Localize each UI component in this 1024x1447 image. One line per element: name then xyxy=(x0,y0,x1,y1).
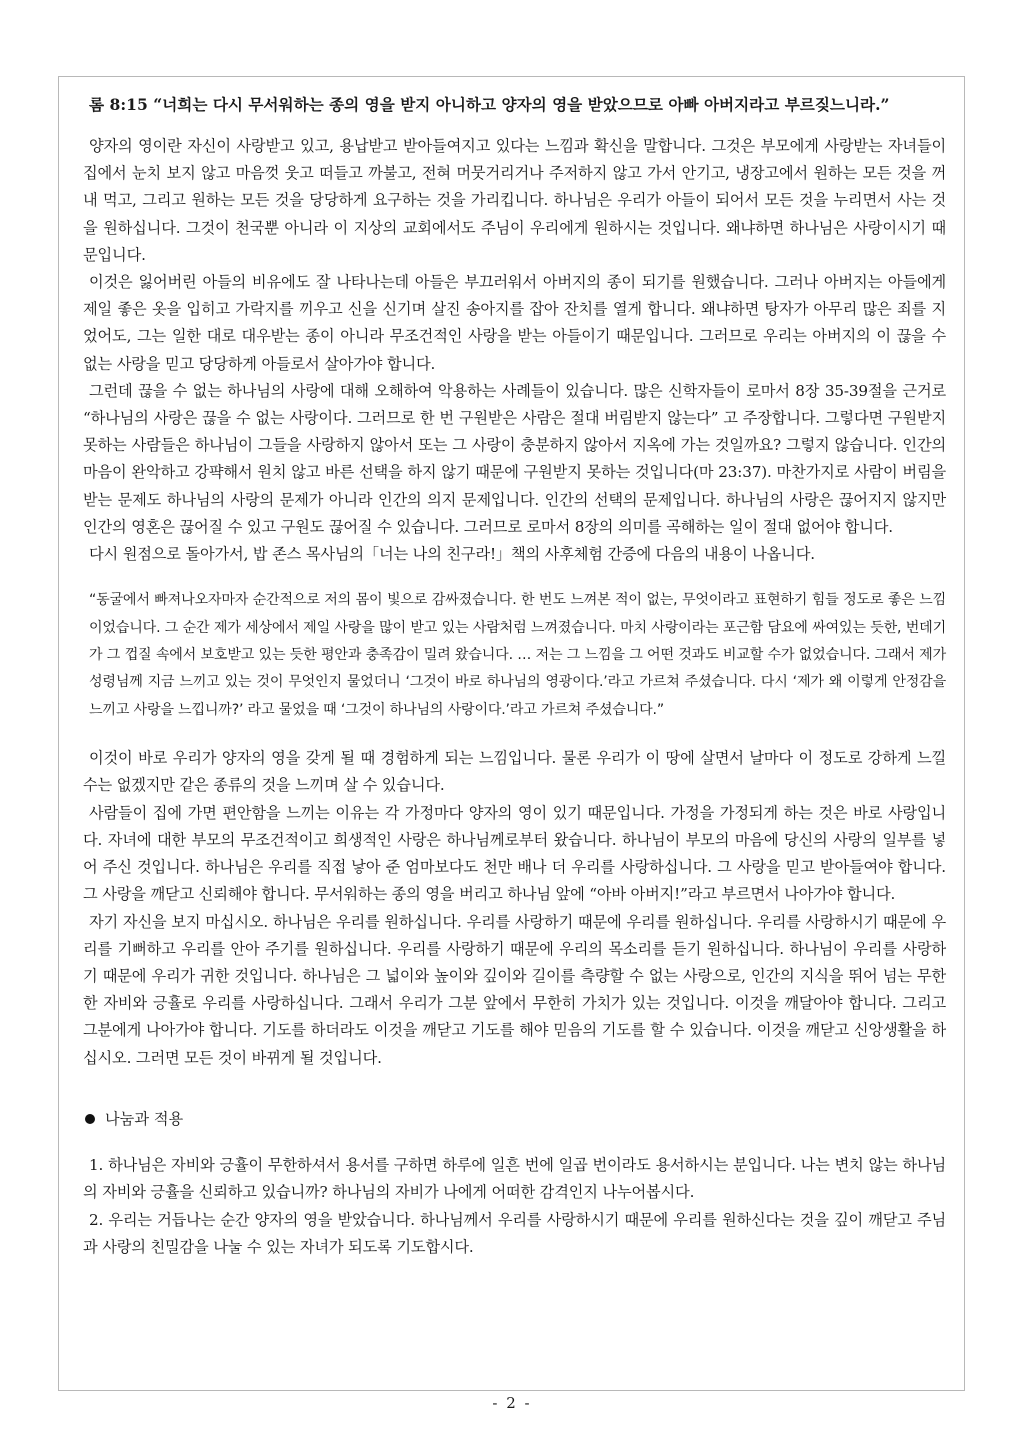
testimony-quote: “동굴에서 빠져나오자마자 순간적으로 저의 몸이 빛으로 감싸졌습니다. 한 번도 느껴본 적이 없는, 무엇이라고 표현하기 힘들 정도로 좋은 느낌이었습니다. 그 순간 제가 세상에서 제일 사랑을 많이 받고 있는 사람처럼 느껴졌습니다. 마치 사랑이라는 포근함 담요에 싸여있는 듯한, 번데기가 그 껍질 속에서 보호받고 있는 듯한 평안과 충족감이 밀려 왔습니다. … 저는 그 느낌을 그 어떤 것과도 비교할 수가 없었습니다. 그래서 제가 성령님께 지금 느끼고 있는 것이 무엇인지 물었더니 ‘그것이 바로 하나님의 영광이다.’라고 가르쳐 주셨습니다. 다시 ‘제가 왜 이렇게 안정감을 느끼고 사랑을 느낍니까?’ 라고 물었을 때 ‘그것이 하나님의 사랑이다.’라고 가르쳐 주셨습니다.” xyxy=(89,592,946,718)
section-heading xyxy=(83,1106,946,1132)
scripture-verse: 롬 8:15 “너희는 다시 무서워하는 종의 영을 받지 아니하고 양자의 영을 받았으므로 아빠 아버지라고 부르짖느니라.” xyxy=(89,95,890,114)
page-frame xyxy=(58,76,965,1391)
bullet-icon xyxy=(85,1114,95,1124)
body-paragraph-5: 이것이 바로 우리가 양자의 영을 갖게 될 때 경험하게 되는 느낌입니다. 물론 우리가 이 땅에 살면서 날마다 이 정도로 강하게 느낄 수는 없겠지만 같은 종류의 것을 느끼며 살 수 있습니다. xyxy=(83,749,946,795)
page-number: - 2 - xyxy=(492,1394,532,1412)
application-item-2: 2. 우리는 거듭나는 순간 양자의 영을 받았습니다. 하나님께서 우리를 사랑하시기 때문에 우리를 원하신다는 것을 깊이 깨닫고 주님과 사랑의 친밀감을 나눌 수 있는 자녀가 되도록 기도합시다. xyxy=(83,1210,946,1256)
section-title-text: 나눔과 적용 xyxy=(105,1109,184,1128)
body-paragraph-7: 자기 자신을 보지 마십시오. 하나님은 우리를 원하십니다. 우리를 사랑하기 때문에 우리를 원하십니다. 우리를 사랑하시기 때문에 우리를 기뻐하고 우리를 안아 주기를 원하십니다. 우리를 사랑하기 때문에 우리의 목소리를 듣기 원하십니다. 하나님이 우리를 사랑하기 때문에 우리가 귀한 것입니다. 하나님은 그 넓이와 높이와 깊이와 길이를 측량할 수 없는 사랑으로, 인간의 지식을 뛰어 넘는 무한한 자비와 긍휼로 우리를 사랑하십니다. 그래서 우리가 그분 앞에서 무한히 가치가 있는 것입니다. 이것을 깨달아야 합니다. 그리고 그분에게 나아가야 합니다. 기도를 하더라도 이것을 깨닫고 기도를 해야 믿음의 기도를 할 수 있습니다. 이것을 깨닫고 신앙생활을 하십시오. 그러면 모든 것이 바뀌게 될 것입니다. xyxy=(83,912,946,1067)
body-paragraph-3: 그런데 끊을 수 없는 하나님의 사랑에 대해 오해하여 악용하는 사례들이 있습니다. 많은 신학자들이 로마서 8장 35-39절을 근거로 “하나님의 사랑은 끊을 수 없는 사랑이다. 그러므로 한 번 구원받은 사람은 절대 버림받지 않는다” 고 주장합니다. 그렇다면 구원받지 못하는 사람들은 하나님이 그들을 사랑하지 않아서 또는 그 사랑이 충분하지 않아서 지옥에 가는 것일까요? 그렇지 않습니다. 인간의 마음이 완악하고 강퍅해서 원치 않고 바른 선택을 하지 않기 때문에 구원받지 못하는 것입니다(마 23:37). 마찬가지로 사람이 버림을 받는 문제도 하나님의 사랑의 문제가 아니라 인간의 의지 문제입니다. 인간의 선택의 문제입니다. 하나님의 사랑은 끊어지지 않지만 인간의 영혼은 끊어질 수 있고 구원도 끊어질 수 있습니다. 그러므로 로마서 8장의 의미를 곡해하는 일이 절대 없어야 합니다. xyxy=(83,381,946,536)
application-item-1: 1. 하나님은 자비와 긍휼이 무한하셔서 용서를 구하면 하루에 일흔 번에 일곱 번이라도 용서하시는 분입니다. 나는 변치 않는 하나님의 자비와 긍휼을 신뢰하고 있습니까? 하나님의 자비가 나에게 어떠한 감격인지 나누어봅시다. xyxy=(83,1155,946,1202)
sharing-section xyxy=(83,1106,946,1262)
body-paragraph-2: 이것은 잃어버린 아들의 비유에도 잘 나타나는데 아들은 부끄러워서 아버지의 종이 되기를 원했습니다. 그러나 아버지는 아들에게 제일 좋은 옷을 입히고 가락지를 끼우고 신을 신기며 살진 송아지를 잡아 잔치를 열게 합니다. 왜냐하면 탕자가 아무리 많은 죄를 지었어도, 그는 일한 대로 대우받는 종이 아니라 무조건적인 사랑을 받는 아들이기 때문입니다. 그러므로 우리는 아버지의 이 끊을 수 없는 사랑을 믿고 당당하게 아들로서 살아가야 합니다. xyxy=(83,273,946,373)
body-paragraph-1: 양자의 영이란 자신이 사랑받고 있고, 용납받고 받아들여지고 있다는 느낌과 확신을 말합니다. 그것은 부모에게 사랑받는 자녀들이 집에서 눈치 보지 않고 마음껏 웃고 떠들고 까불고, 전혀 머뭇거리거나 주저하지 않고 가서 안기고, 냉장고에서 원하는 모든 것을 꺼내 먹고, 그리고 원하는 모든 것을 당당하게 요구하는 것을 가리킵니다. 하나님은 우리가 아들이 되어서 모든 것을 누리면서 사는 것을 원하십니다. 그것이 천국뿐 아니라 이 지상의 교회에서도 주님이 우리에게 원하시는 것입니다. 왜냐하면 하나님은 사랑이시기 때문입니다. xyxy=(83,137,946,264)
body-paragraph-6: 사람들이 집에 가면 편안함을 느끼는 이유는 각 가정마다 양자의 영이 있기 때문입니다. 가정을 가정되게 하는 것은 바로 사랑입니다. 자녀에 대한 부모의 무조건적이고 희생적인 사랑은 하나님께로부터 왔습니다. 하나님이 부모의 마음에 당신의 사랑의 일부를 넣어 주신 것입니다. 하나님은 우리를 직접 낳아 준 엄마보다도 천만 배나 더 우리를 사랑하십니다. 그 사랑을 믿고 받아들여야 합니다. 그 사랑을 깨닫고 신뢰해야 합니다. 무서워하는 종의 영을 버리고 하나님 앞에 “아바 아버지!”라고 부르면서 나아가야 합니다. xyxy=(83,803,946,904)
application-list xyxy=(83,1152,946,1262)
body-paragraph-4: 다시 원점으로 돌아가서, 밥 존스 목사님의「너는 나의 친구라!」책의 사후체험 간증에 다음의 내용이 나옵니다. xyxy=(89,545,815,564)
